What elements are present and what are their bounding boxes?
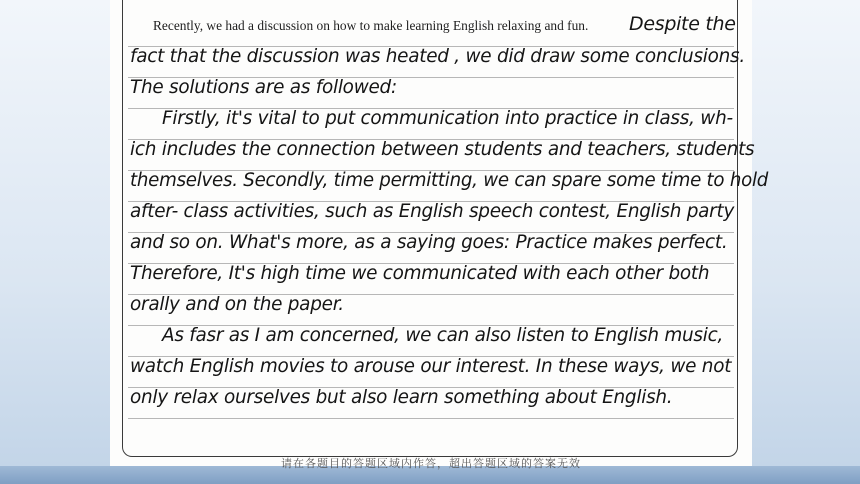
answer-sheet: [110, 0, 769, 470]
handwritten-line: themselves. Secondly, time permitting, we can spare some time to hold: [130, 170, 769, 191]
background-right-panel: [752, 0, 860, 466]
handwritten-line: orally and on the paper.: [130, 294, 344, 315]
handwritten-line: Therefore, It's high time we communicated with each other both: [130, 263, 710, 284]
handwritten-line: As fasr as I am concerned, we can also listen to English music,: [162, 325, 724, 346]
handwritten-line: The solutions are as followed:: [130, 77, 397, 98]
answer-area-notice: 请在各题目的答题区域内作答，超出答题区域的答案无效: [281, 457, 581, 470]
handwritten-line: Despite the: [629, 13, 736, 35]
background-left-panel: [0, 0, 110, 466]
handwritten-line: ich includes the connection between students and teachers, students: [130, 139, 755, 160]
handwritten-line: watch English movies to arouse our interest. In these ways, we not: [130, 356, 732, 377]
handwritten-line: fact that the discussion was heated , we did draw some conclusions.: [130, 46, 745, 67]
handwritten-line: Firstly, it's vital to put communication into practice in class, wh-: [162, 108, 733, 129]
ruled-line: [128, 418, 734, 419]
handwritten-line: and so on. What's more, as a saying goes: Practice makes perfect.: [130, 232, 728, 253]
handwritten-line: after- class activities, such as English speech contest, English party: [130, 201, 735, 222]
printed-prompt: Recently, we had a discussion on how to make learning English relaxing and fun.: [153, 18, 589, 33]
handwritten-line: only relax ourselves but also learn something about English.: [130, 387, 673, 408]
